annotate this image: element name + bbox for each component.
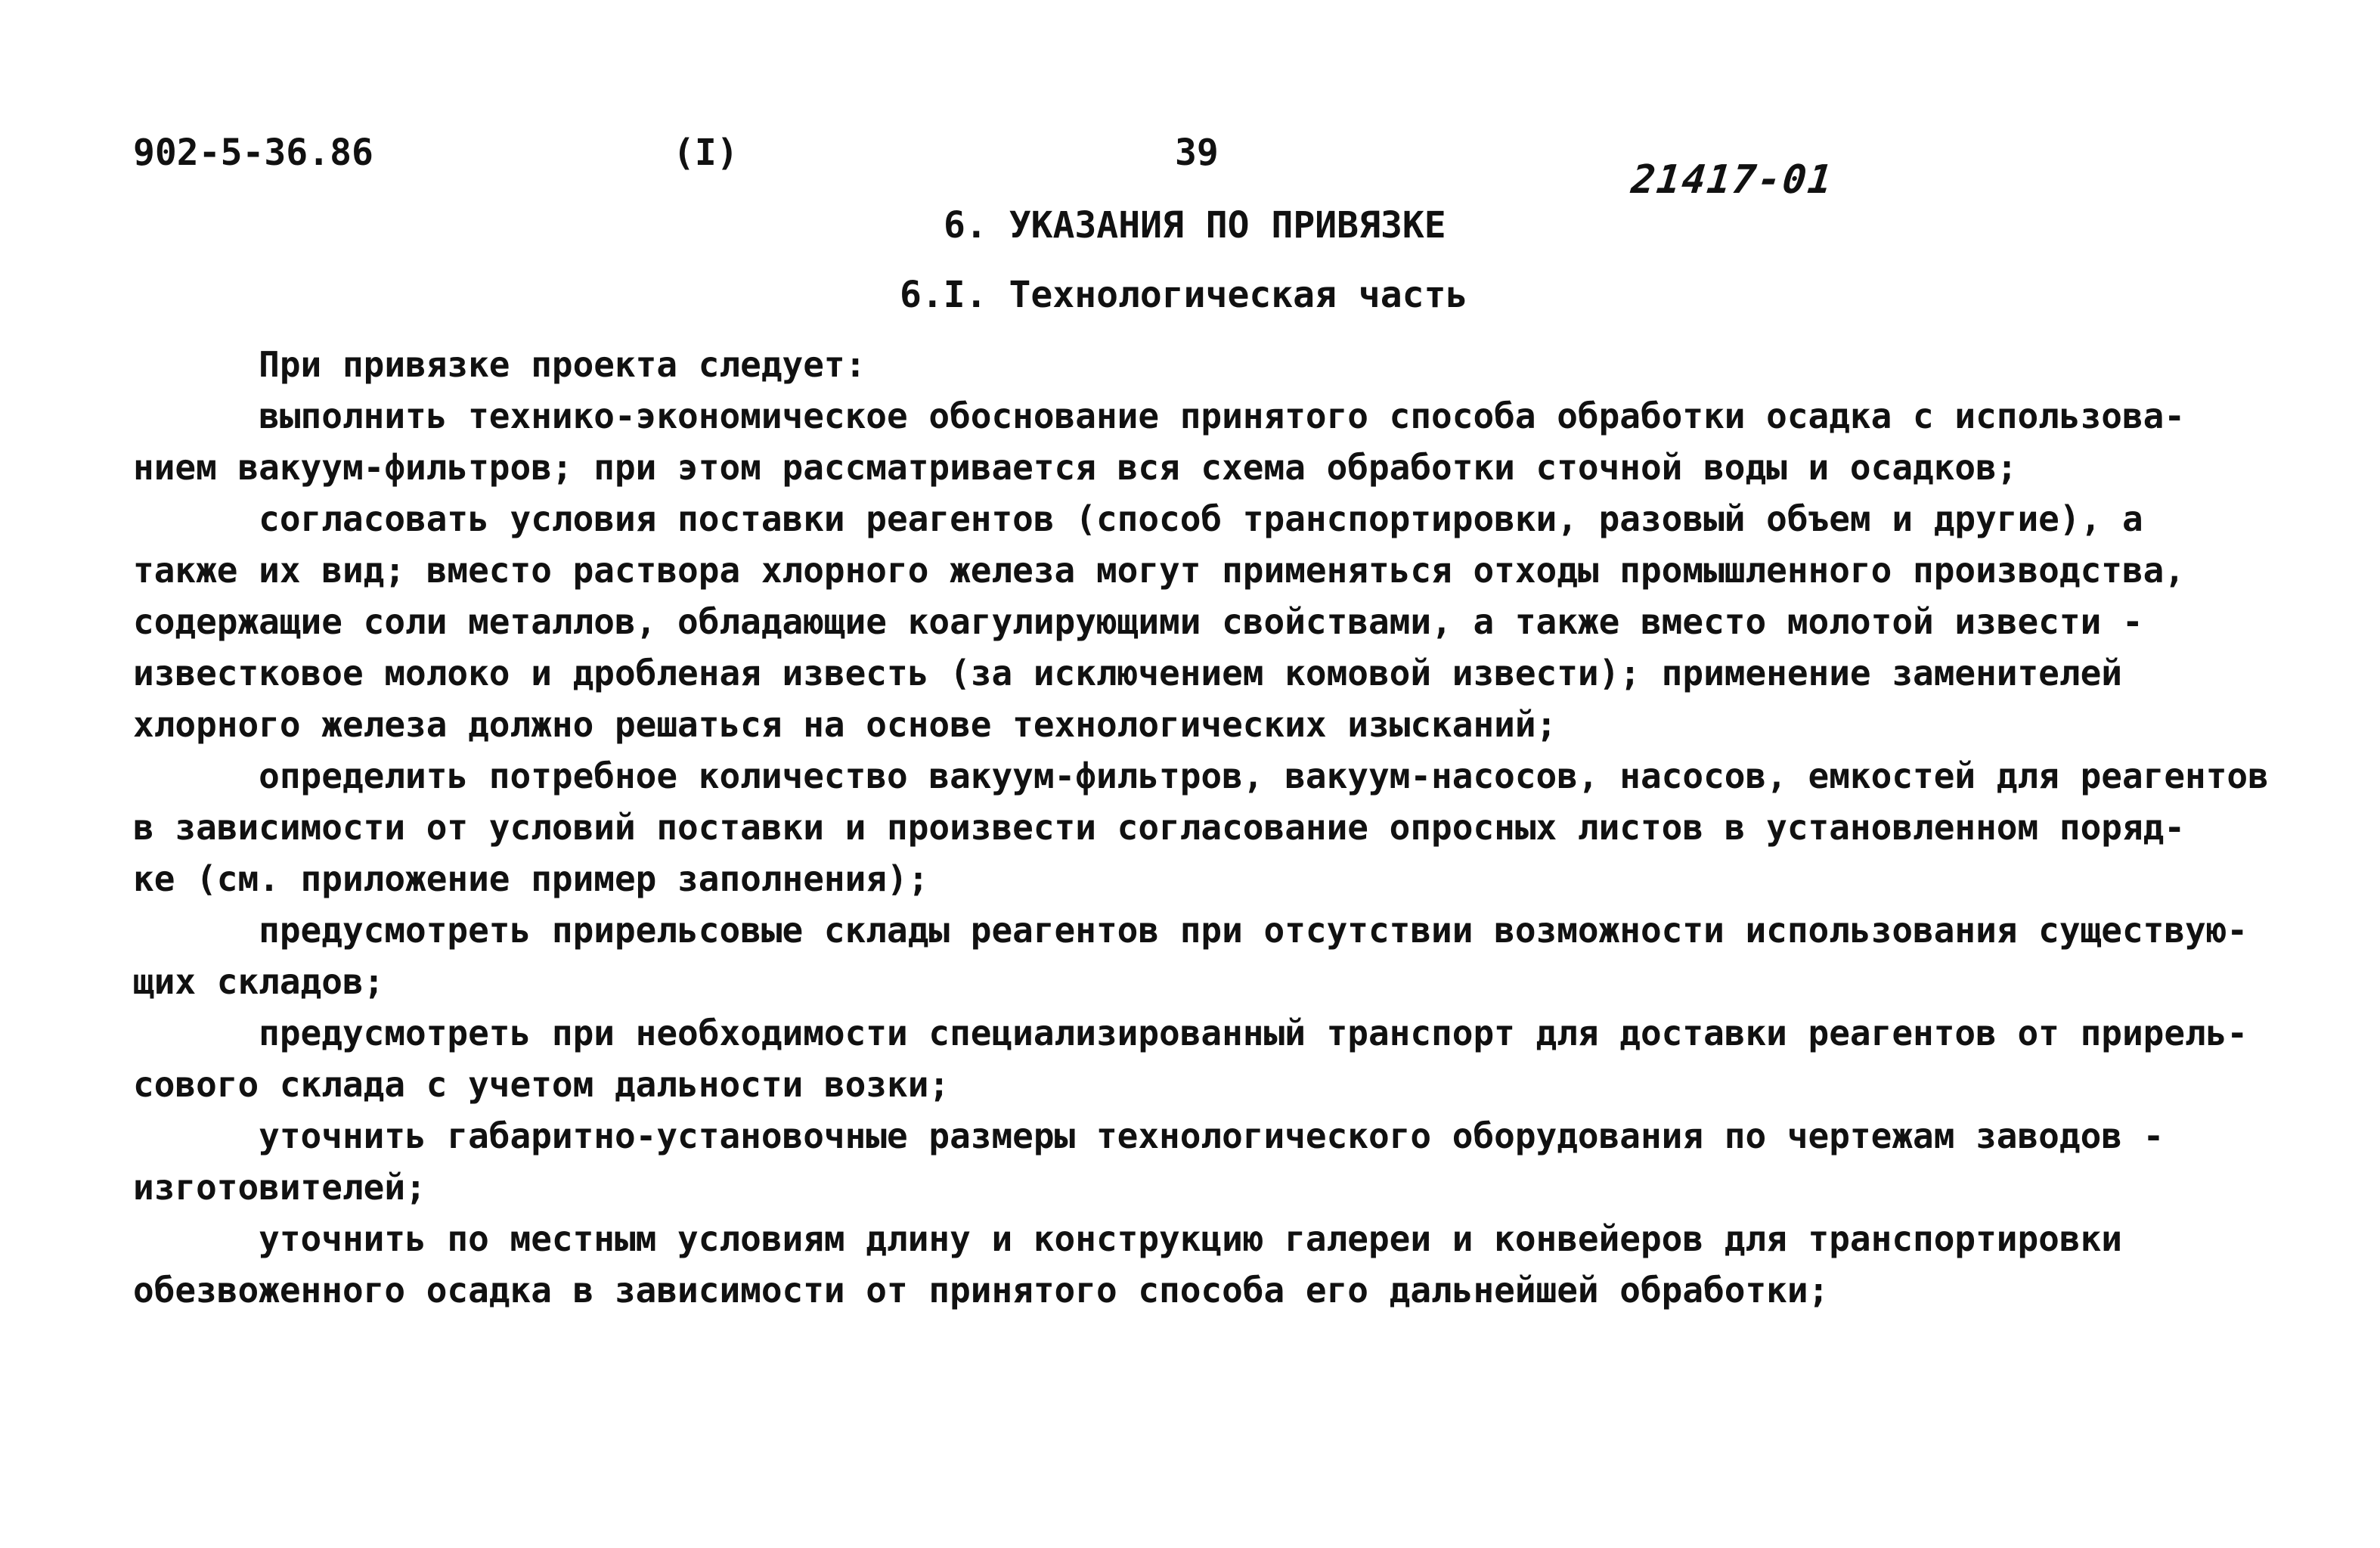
section-title: 6. УКАЗАНИЯ ПО ПРИВЯЗКЕ	[944, 204, 1446, 247]
text-line: известковое молоко и дробленая известь (за исключением комовой извести); применение заменителей	[133, 653, 2122, 693]
text-line: ке (см. приложение пример заполнения);	[133, 858, 929, 899]
page-number: 39	[1175, 132, 1219, 174]
text-line: уточнить габаритно-установочные размеры технологического оборудования по чертежам заводов -	[133, 1115, 2165, 1156]
subsection-title: 6.I. Технологическая часть	[900, 274, 1468, 316]
text-line: изготовителей;	[133, 1167, 426, 1208]
text-line: уточнить по местным условиям длину и конструкцию галереи и конвейеров для транспортировки	[133, 1218, 2122, 1259]
text-line: обезвоженного осадка в зависимости от принятого способа его дальнейшей обработки;	[133, 1270, 1830, 1311]
text-line: в зависимости от условий поставки и произвести согласование опросных листов в установленном поряд-	[133, 807, 2186, 848]
text-line: содержащие соли металлов, обладающие коагулирующими свойствами, а также вместо молотой извести -	[133, 601, 2143, 642]
sheet-marker: (I)	[673, 132, 739, 174]
body-text	[133, 339, 2269, 1316]
text-line: предусмотреть прирельсовые склады реагентов при отсутствии возможности использования существую-	[133, 910, 2248, 951]
text-line: выполнить технико-экономическое обоснование принятого способа обработки осадка с использова-	[133, 396, 2186, 436]
document-code: 902-5-36.86	[133, 132, 373, 174]
text-line: определить потребное количество вакуум-фильтров, вакуум-насосов, насосов, емкостей для реагентов	[133, 755, 2269, 796]
text-line: хлорного железа должно решаться на основе технологических изысканий;	[133, 704, 1557, 745]
text-line: также их вид; вместо раствора хлорного железа могут применяться отходы промышленного производства,	[133, 550, 2186, 591]
text-line: согласовать условия поставки реагентов (способ транспортировки, разовый объем и другие), а	[133, 498, 2143, 539]
text-line: предусмотреть при необходимости специализированный транспорт для доставки реагентов от прирель-	[133, 1013, 2248, 1053]
text-line: щих складов;	[133, 961, 385, 1002]
handwritten-inventory-number: 21417-01	[1629, 157, 1836, 203]
text-line: нием вакуум-фильтров; при этом рассматривается вся схема обработки сточной воды и осадков;	[133, 447, 2018, 488]
text-line: сового склада с учетом дальности возки;	[133, 1064, 950, 1105]
text-line: При привязке проекта следует:	[133, 344, 866, 385]
